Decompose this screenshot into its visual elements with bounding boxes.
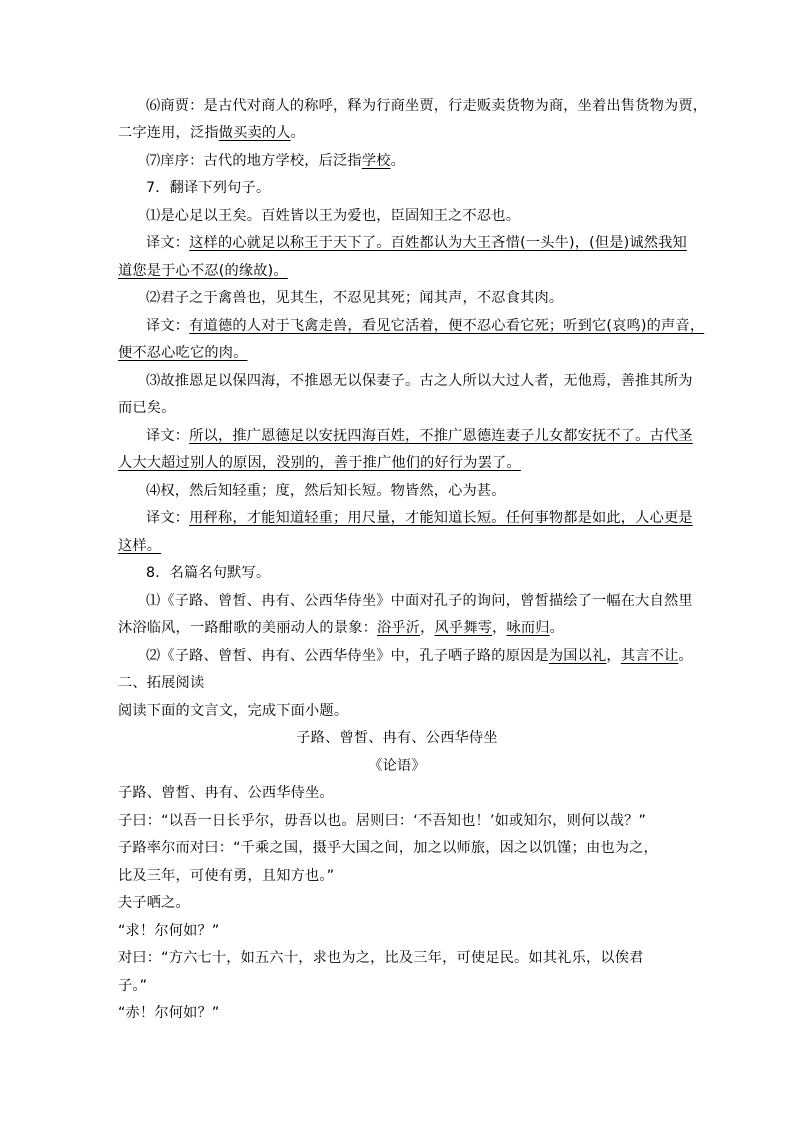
translation-4-line-2: 这样。 bbox=[118, 538, 162, 554]
question-7-translation-4-cont bbox=[118, 536, 678, 556]
part-2-text: ⑵《子路、曾皙、冉有、公西华侍坐》中，孔子哂子路的原因是 bbox=[146, 648, 549, 664]
note-7-text: ⑺庠序：古代的地方学校，后泛指 bbox=[146, 153, 362, 169]
part-1-answer-1: 浴乎沂 bbox=[376, 620, 421, 636]
question-7-sentence-3-line-1: ⑶故推恩足以保四海，不推恩无以保妻子。古之人所以大过人者，无他焉，善推其所为 bbox=[146, 373, 693, 389]
passage-para-2: 子曰：“以吾一日长乎尔，毋吾以也。居则曰：‘不吾知也！’如或知尔，则何以哉？” bbox=[118, 813, 647, 829]
question-8-heading: 8．名篇名句默写。 bbox=[146, 565, 271, 581]
passage-source: 《论语》 bbox=[368, 758, 426, 774]
question-7-sentence-2: ⑵君子之于禽兽也，见其生，不忍见其死；闻其声，不忍食其肉。 bbox=[146, 290, 564, 306]
passage-para-3-line-1: 子路率尔而对曰：“千乘之国，摄乎大国之间，加之以师旅，因之以饥馑；由也为之， bbox=[118, 840, 658, 856]
note-7-punct: 。 bbox=[390, 153, 405, 169]
translation-3-line-2: 人大大超过别人的原因，没别的，善于推广他们的好行为罢了。 bbox=[118, 455, 521, 471]
part-2-end: 。 bbox=[678, 648, 693, 664]
question-7-translation-4 bbox=[146, 508, 706, 528]
part-2-answer-2: 其言不让 bbox=[620, 648, 679, 664]
note-7 bbox=[146, 151, 706, 171]
question-7-translation-3-cont bbox=[118, 453, 678, 473]
question-7-translation-1 bbox=[146, 233, 706, 253]
section-2-instruction: 阅读下面的文言文，完成下面小题。 bbox=[118, 703, 349, 719]
question-8-part-1-line-2 bbox=[118, 618, 678, 638]
translation-label: 译文： bbox=[146, 510, 190, 526]
question-7-translation-1-cont bbox=[118, 261, 678, 281]
question-7-translation-2-cont bbox=[118, 343, 678, 363]
question-7-translation-3 bbox=[146, 426, 706, 446]
section-2-heading: 二、拓展阅读 bbox=[118, 675, 205, 691]
translation-2-line-2: 便不忍心吃它的肉。 bbox=[118, 345, 248, 361]
part-2-sep: ， bbox=[606, 648, 621, 664]
passage-para-7: “赤！尔何如？” bbox=[118, 1005, 220, 1021]
question-8-part-1-line-1: ⑴《子路、曾皙、冉有、公西华侍坐》中面对孔子的询问，曾皙描绘了一幅在大自然里 bbox=[146, 593, 693, 609]
part-1-answer-2: 风乎舞雩 bbox=[434, 620, 493, 636]
passage-para-6-line-2: 子。” bbox=[118, 978, 148, 994]
note-6-line-2 bbox=[118, 123, 678, 143]
part-1-text: 沐浴临风，一路酣歌的美丽动人的景象： bbox=[118, 620, 377, 636]
translation-label: 译文： bbox=[146, 235, 190, 251]
passage-para-1: 子路、曾皙、冉有、公西华侍坐。 bbox=[118, 785, 334, 801]
translation-label: 译文： bbox=[146, 428, 190, 444]
translation-1-line-1: 这样的心就足以称王于天下了。百姓都认为大王吝惜(一头牛)，(但是)诚然我知 bbox=[189, 235, 687, 251]
note-7-answer: 学校 bbox=[361, 153, 391, 169]
part-1-end: 。 bbox=[549, 620, 565, 636]
part-2-answer-1: 为国以礼 bbox=[548, 648, 607, 664]
part-1-sep-1: ， bbox=[420, 620, 435, 636]
passage-title: 子路、曾皙、冉有、公西华侍坐 bbox=[296, 730, 498, 746]
part-1-answer-3: 咏而归 bbox=[506, 620, 550, 636]
question-7-sentence-1: ⑴是心足以王矣。百姓皆以王为爱也，臣固知王之不忍也。 bbox=[146, 208, 521, 224]
question-7-heading: 7．翻译下列句子。 bbox=[146, 180, 271, 196]
note-6-answer: 做买卖的人 bbox=[218, 125, 291, 141]
note-6-punct: 。 bbox=[290, 125, 306, 141]
question-8-part-2 bbox=[146, 646, 706, 666]
passage-para-4: 夫子哂之。 bbox=[118, 895, 190, 911]
question-7-sentence-4: ⑷权，然后知轻重；度，然后知长短。物皆然，心为甚。 bbox=[146, 483, 506, 499]
translation-3-line-1: 所以，推广恩德足以安抚四海百姓，不推广恩德连妻子儿女都安抚不了。古代圣 bbox=[189, 428, 693, 444]
passage-para-3-line-2: 比及三年，可使有勇，且知方也。” bbox=[118, 868, 335, 884]
translation-1-line-2: 道您是于心不忍(的缘故)。 bbox=[118, 263, 288, 279]
question-7-sentence-3-line-2: 而已矣。 bbox=[118, 400, 176, 416]
passage-para-6-line-1: 对曰：“方六七十，如五六十，求也为之，比及三年，可使足民。如其礼乐，以俟君 bbox=[118, 950, 644, 966]
translation-label: 译文： bbox=[146, 318, 190, 334]
question-7-translation-2 bbox=[146, 316, 706, 336]
part-1-sep-2: ， bbox=[492, 620, 507, 636]
passage-para-5: “求！尔何如？” bbox=[118, 923, 220, 939]
note-6-line-1: ⑹商贾：是古代对商人的称呼，释为行商坐贾，行走贩卖货物为商，坐着出售货物为贾， bbox=[146, 98, 708, 114]
note-6-text: 二字连用，泛指 bbox=[118, 125, 219, 141]
translation-4-line-1: 用秤称，才能知道轻重；用尺量，才能知道长短。任何事物都是如此，人心更是 bbox=[189, 510, 693, 526]
translation-2-line-1: 有道德的人对于飞禽走兽，看见它活着，便不忍心看它死；听到它(哀鸣)的声音， bbox=[189, 318, 705, 334]
